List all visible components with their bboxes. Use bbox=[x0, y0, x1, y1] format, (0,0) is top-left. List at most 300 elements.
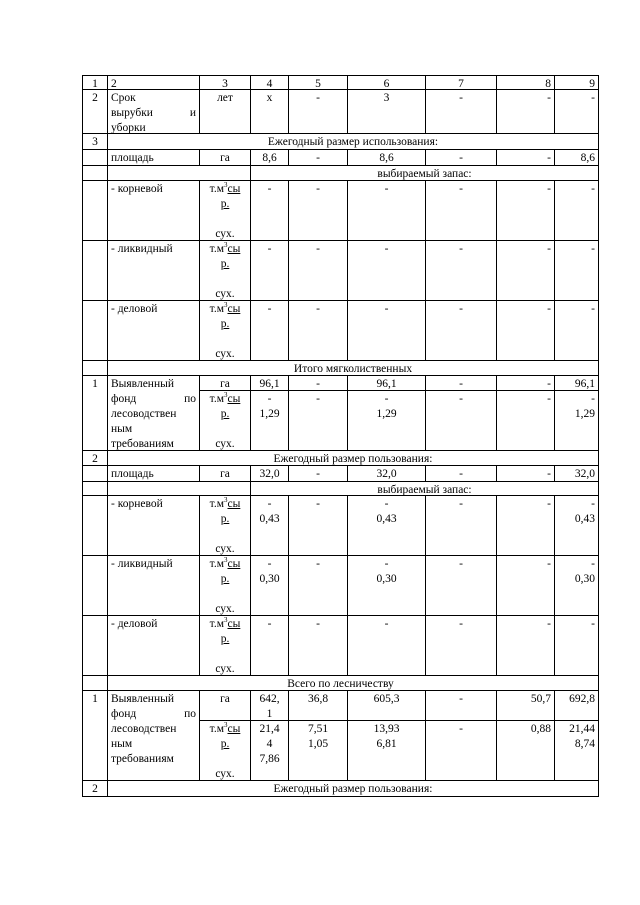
section-title: выбираемый запас: bbox=[377, 484, 472, 496]
row-tannual-num bbox=[82, 780, 108, 797]
row-liquid2-value bbox=[425, 555, 497, 616]
cell-value: - bbox=[316, 378, 320, 390]
row-found-vol-value bbox=[425, 390, 497, 451]
row-srok-label bbox=[107, 89, 200, 134]
row-annual1-title bbox=[107, 133, 599, 150]
cell-value: - bbox=[591, 243, 595, 255]
cell-value: 0,30 bbox=[259, 573, 280, 585]
row-area2-value bbox=[250, 465, 289, 482]
header-number: 6 bbox=[383, 78, 390, 90]
cell-value: 3 bbox=[383, 92, 390, 104]
cell-value: - bbox=[591, 618, 595, 630]
cell-value: - bbox=[267, 393, 272, 405]
row-liquid1-value bbox=[250, 240, 289, 301]
cell-value: - bbox=[384, 558, 389, 570]
row-area2-label bbox=[107, 465, 200, 482]
row-area1-value bbox=[554, 149, 599, 166]
row-area2-value bbox=[288, 465, 348, 482]
row-liquid2-value bbox=[496, 555, 555, 616]
cell-value: - bbox=[316, 92, 320, 104]
section-title: выбираемый запас: bbox=[377, 168, 472, 180]
cell-value: 8,74 bbox=[574, 738, 595, 750]
row-root2-value bbox=[425, 495, 497, 556]
cell-value: 692,8 bbox=[569, 693, 595, 705]
row-liquid2-unit bbox=[199, 555, 251, 616]
row-tfound-area-value bbox=[250, 690, 289, 721]
cell-value: 1,05 bbox=[307, 738, 329, 750]
header-col-7 bbox=[425, 75, 497, 90]
row-area1-value bbox=[425, 149, 497, 166]
unit-volume-text: $т.м^3сы$ bbox=[209, 721, 241, 735]
row-business1-value bbox=[425, 300, 497, 361]
row-unit: га bbox=[220, 378, 230, 390]
section-total-title bbox=[82, 675, 599, 691]
header-number: 1 bbox=[92, 78, 98, 90]
row-label: площадь bbox=[111, 468, 154, 480]
cell-value: 8,6 bbox=[580, 152, 595, 164]
cell-value: 0,43 bbox=[574, 513, 595, 525]
cell-value: 7,51 bbox=[307, 723, 329, 735]
row-found-unit-area bbox=[199, 375, 251, 391]
row-srok-value bbox=[347, 89, 426, 134]
unit-volume-text: сух. bbox=[215, 768, 235, 780]
row-unit: га bbox=[220, 152, 230, 164]
row-business1-value bbox=[250, 300, 289, 361]
row-root1-value bbox=[347, 180, 426, 241]
row-tfound-unit-area bbox=[199, 690, 251, 721]
row-liquid2-value bbox=[347, 555, 426, 616]
row-area2-value bbox=[554, 465, 599, 482]
row-label: - ликвидный bbox=[111, 243, 173, 255]
cell-value: - bbox=[316, 498, 320, 510]
cell-value: - bbox=[591, 498, 595, 510]
row-liquid1-label bbox=[107, 240, 200, 301]
row-annual2-num bbox=[82, 450, 108, 466]
unit-volume-text: р. bbox=[220, 408, 230, 420]
cell-value: 50,7 bbox=[530, 693, 551, 705]
cell-value: - bbox=[267, 303, 272, 315]
row-number: 1 bbox=[92, 378, 98, 390]
cell-value: - bbox=[384, 618, 389, 630]
cell-value: 0,43 bbox=[376, 513, 397, 525]
row-root2-value bbox=[496, 495, 555, 556]
row-unit: га bbox=[220, 468, 230, 480]
section-soft-title bbox=[107, 360, 599, 376]
section-soft-num bbox=[82, 360, 108, 376]
cell-value: 96,1 bbox=[376, 378, 397, 390]
cell-value: 642, bbox=[259, 693, 280, 705]
cell-value: 6,81 bbox=[376, 738, 397, 750]
row-tfound-vol-value bbox=[496, 720, 555, 781]
row-liquid2-value bbox=[250, 555, 289, 616]
row-root1-value bbox=[250, 180, 289, 241]
cell-value: - bbox=[547, 378, 551, 390]
row-stock1-blank bbox=[107, 165, 251, 181]
row-liquid1-value bbox=[288, 240, 348, 301]
row-label: фонд по bbox=[111, 393, 196, 405]
section-title: Всего по лесничеству bbox=[287, 678, 394, 690]
row-srok-num bbox=[82, 89, 108, 134]
header-number: 3 bbox=[222, 78, 228, 90]
header-col-9 bbox=[554, 75, 599, 90]
cell-value: - bbox=[384, 498, 389, 510]
row-label: ным bbox=[111, 738, 133, 750]
row-label: площадь bbox=[111, 152, 154, 164]
row-business1-value bbox=[288, 300, 348, 361]
row-label: требованиям bbox=[111, 438, 174, 450]
cell-value: - bbox=[459, 378, 463, 390]
unit-volume-text: $т.м^3сы$ bbox=[209, 556, 241, 570]
row-tfound-vol-value bbox=[554, 720, 599, 781]
cell-value: - bbox=[267, 618, 272, 630]
cell-value: - bbox=[591, 558, 595, 570]
cell-value: х bbox=[266, 92, 273, 104]
cell-value: - bbox=[384, 393, 389, 405]
unit-volume-text: р. bbox=[220, 318, 230, 330]
row-area2-value bbox=[496, 465, 555, 482]
unit-volume-text: $т.м^3сы$ bbox=[209, 391, 241, 405]
row-root1-value bbox=[554, 180, 599, 241]
row-annual1-num bbox=[82, 133, 108, 150]
row-tfound-unit-vol bbox=[199, 720, 251, 781]
cell-value: - bbox=[547, 558, 551, 570]
cell-value: - bbox=[384, 303, 389, 315]
row-liquid2-label bbox=[107, 555, 200, 616]
row-found-vol-value bbox=[554, 390, 599, 451]
row-found-vol-value bbox=[250, 390, 289, 451]
cell-value: 1,29 bbox=[259, 408, 280, 420]
cell-value: - bbox=[459, 92, 463, 104]
cell-value: - bbox=[547, 183, 551, 195]
row-area1-value bbox=[347, 149, 426, 166]
unit-volume-text: $т.м^3сы$ bbox=[209, 616, 241, 630]
cell-value: - bbox=[384, 183, 389, 195]
row-root2-label bbox=[107, 495, 200, 556]
cell-value: 7,86 bbox=[259, 753, 280, 765]
row-found-area-value bbox=[250, 375, 289, 391]
cell-value: - bbox=[459, 693, 463, 705]
row-label: лесоводствен bbox=[111, 408, 177, 420]
row-unit: га bbox=[220, 693, 230, 705]
cell-value: - bbox=[267, 558, 272, 570]
cell-value: - bbox=[316, 303, 320, 315]
row-tfound-vol-value bbox=[250, 720, 289, 781]
row-business1-value bbox=[347, 300, 426, 361]
row-liquid1-value bbox=[554, 240, 599, 301]
cell-value: 32,0 bbox=[574, 468, 595, 480]
row-tfound-area-value bbox=[425, 690, 497, 721]
row-label: - деловой bbox=[111, 618, 158, 630]
row-number: 2 bbox=[92, 453, 98, 465]
row-srok-unit bbox=[199, 89, 251, 134]
row-area2-num bbox=[82, 465, 108, 482]
row-business1-num bbox=[82, 300, 108, 361]
cell-value: 32,0 bbox=[376, 468, 397, 480]
cell-value: - bbox=[267, 183, 272, 195]
header-number: 9 bbox=[589, 78, 595, 90]
row-tfound-vol-value bbox=[425, 720, 497, 781]
row-root2-value bbox=[288, 495, 348, 556]
row-found-area-value bbox=[496, 375, 555, 391]
cell-value: - bbox=[316, 468, 320, 480]
row-found-label bbox=[107, 375, 200, 451]
cell-value: - bbox=[459, 558, 463, 570]
unit-volume-text: сух. bbox=[215, 438, 235, 450]
row-root1-value bbox=[425, 180, 497, 241]
cell-value: 32,0 bbox=[259, 468, 280, 480]
row-tfound-area-value bbox=[347, 690, 426, 721]
cell-value: - bbox=[547, 468, 551, 480]
row-root2-value bbox=[250, 495, 289, 556]
cell-value: - bbox=[459, 618, 463, 630]
row-liquid2-value bbox=[288, 555, 348, 616]
row-found-area-value bbox=[347, 375, 426, 391]
row-business2-value bbox=[425, 615, 497, 676]
row-area2-value bbox=[347, 465, 426, 482]
cell-value: 0,30 bbox=[376, 573, 397, 585]
cell-value: 1 bbox=[266, 708, 273, 720]
row-label: лесоводствен bbox=[111, 723, 177, 735]
cell-value: - bbox=[267, 498, 272, 510]
row-root1-value bbox=[496, 180, 555, 241]
cell-value: 8,6 bbox=[262, 152, 277, 164]
unit-volume-text: сух. bbox=[215, 348, 235, 360]
cell-value: - bbox=[591, 393, 595, 405]
row-tfound-vol-value bbox=[347, 720, 426, 781]
unit-volume-text: $т.м^3сы$ bbox=[209, 301, 241, 315]
row-tannual-title bbox=[107, 780, 599, 797]
row-label: требованиям bbox=[111, 753, 174, 765]
unit-volume-text: сух. bbox=[215, 543, 235, 555]
unit-volume-text: сух. bbox=[215, 603, 235, 615]
row-unit: лет bbox=[217, 92, 233, 104]
section-title: Ежегодный размер пользования: bbox=[273, 453, 433, 465]
row-area2-value bbox=[425, 465, 497, 482]
row-srok-value bbox=[496, 89, 555, 134]
header-number: 7 bbox=[458, 78, 464, 90]
header-col-3 bbox=[199, 75, 251, 90]
row-label: - корневой bbox=[111, 183, 163, 195]
row-liquid1-value bbox=[425, 240, 497, 301]
row-liquid2-num bbox=[82, 555, 108, 616]
row-label: Срок bbox=[111, 92, 136, 104]
row-found-area-value bbox=[425, 375, 497, 391]
cell-value: - bbox=[591, 183, 595, 195]
cell-value: 1,29 bbox=[376, 408, 397, 420]
unit-volume-text: сух. bbox=[215, 663, 235, 675]
row-srok-value bbox=[425, 89, 497, 134]
row-stock2-num bbox=[82, 481, 108, 496]
row-area1-value bbox=[288, 149, 348, 166]
cell-value: 8,6 bbox=[379, 152, 394, 164]
cell-value: 13,93 bbox=[373, 723, 400, 735]
row-label: - корневой bbox=[111, 498, 163, 510]
row-label: - ликвидный bbox=[111, 558, 173, 570]
unit-volume-text: р. bbox=[220, 198, 230, 210]
cell-value: - bbox=[316, 183, 320, 195]
row-business1-value bbox=[496, 300, 555, 361]
row-area1-num bbox=[82, 149, 108, 166]
row-number: 2 bbox=[92, 783, 98, 795]
unit-volume-text: $т.м^3сы$ bbox=[209, 496, 241, 510]
row-label: Выявленный bbox=[111, 378, 174, 390]
header-col-1 bbox=[82, 75, 108, 90]
row-business2-value bbox=[554, 615, 599, 676]
row-root2-value bbox=[347, 495, 426, 556]
row-liquid1-num bbox=[82, 240, 108, 301]
cell-value: - bbox=[459, 468, 463, 480]
row-root1-unit bbox=[199, 180, 251, 241]
cell-value: - bbox=[547, 498, 551, 510]
row-business2-label bbox=[107, 615, 200, 676]
row-tfound-num bbox=[82, 690, 108, 781]
unit-volume-text: $т.м^3сы$ bbox=[209, 241, 241, 255]
header-number: 5 bbox=[315, 78, 321, 90]
cell-value: - bbox=[459, 152, 463, 164]
unit-volume-text: р. bbox=[220, 573, 230, 585]
row-business2-value bbox=[347, 615, 426, 676]
row-liquid2-value bbox=[554, 555, 599, 616]
cell-value: 0,43 bbox=[259, 513, 280, 525]
header-col-2 bbox=[107, 75, 200, 90]
cell-value: - bbox=[547, 152, 551, 164]
header-number: 4 bbox=[266, 78, 273, 90]
row-root1-label bbox=[107, 180, 200, 241]
row-business1-value bbox=[554, 300, 599, 361]
section-title: Ежегодный размер пользования: bbox=[273, 783, 433, 795]
row-root2-unit bbox=[199, 495, 251, 556]
row-stock2-blank bbox=[107, 481, 251, 496]
cell-value: - bbox=[316, 558, 320, 570]
row-root2-value bbox=[554, 495, 599, 556]
row-tfound-label bbox=[107, 690, 200, 781]
row-business2-value bbox=[250, 615, 289, 676]
row-area1-unit bbox=[199, 149, 251, 166]
row-annual2-title bbox=[107, 450, 599, 466]
cell-value: 0,30 bbox=[574, 573, 595, 585]
row-area1-value bbox=[250, 149, 289, 166]
row-label: Выявленный bbox=[111, 693, 174, 705]
row-number: 3 bbox=[92, 136, 98, 148]
cell-value: - bbox=[316, 393, 320, 405]
row-label: - деловой bbox=[111, 303, 158, 315]
row-root2-num bbox=[82, 495, 108, 556]
cell-value: - bbox=[316, 243, 320, 255]
row-business2-num bbox=[82, 615, 108, 676]
row-srok-value bbox=[554, 89, 599, 134]
row-liquid1-value bbox=[347, 240, 426, 301]
cell-value: - bbox=[459, 723, 463, 735]
cell-value: - bbox=[316, 152, 320, 164]
cell-value: - bbox=[591, 92, 595, 104]
row-tfound-area-value bbox=[496, 690, 555, 721]
header-col-5 bbox=[288, 75, 348, 90]
section-title: Итого мягколиственных bbox=[293, 363, 413, 375]
cell-value: 1,29 bbox=[574, 408, 595, 420]
cell-value: - bbox=[547, 303, 551, 315]
cell-value: 96,1 bbox=[259, 378, 280, 390]
row-business2-value bbox=[496, 615, 555, 676]
row-label: фонд по bbox=[111, 708, 196, 720]
row-stock1-title bbox=[250, 165, 599, 181]
row-business1-label bbox=[107, 300, 200, 361]
row-business1-unit bbox=[199, 300, 251, 361]
cell-value: - bbox=[547, 393, 551, 405]
unit-volume-text: р. bbox=[220, 258, 230, 270]
cell-value: - bbox=[459, 393, 463, 405]
cell-value: - bbox=[547, 92, 551, 104]
row-found-vol-value bbox=[288, 390, 348, 451]
row-stock1-num bbox=[82, 165, 108, 181]
row-area1-label bbox=[107, 149, 200, 166]
cell-value: - bbox=[591, 303, 595, 315]
unit-volume-text: $т.м^3сы$ bbox=[209, 181, 241, 195]
header-number: 2 bbox=[111, 78, 117, 90]
unit-volume-text: р. bbox=[220, 633, 230, 645]
cell-value: 0,88 bbox=[530, 723, 551, 735]
row-found-area-value bbox=[554, 375, 599, 391]
row-tfound-vol-value bbox=[288, 720, 348, 781]
row-liquid1-unit bbox=[199, 240, 251, 301]
cell-value: 96,1 bbox=[574, 378, 595, 390]
row-found-vol-value bbox=[347, 390, 426, 451]
row-found-unit-vol bbox=[199, 390, 251, 451]
row-root1-value bbox=[288, 180, 348, 241]
row-tfound-area-value bbox=[288, 690, 348, 721]
cell-value: - bbox=[459, 498, 463, 510]
header-col-4 bbox=[250, 75, 289, 90]
row-liquid1-value bbox=[496, 240, 555, 301]
unit-volume-text: р. bbox=[220, 738, 230, 750]
cell-value: - bbox=[459, 183, 463, 195]
cell-value: - bbox=[459, 303, 463, 315]
unit-volume-text: сух. bbox=[215, 288, 235, 300]
cell-value: - bbox=[384, 243, 389, 255]
cell-value: - bbox=[316, 618, 320, 630]
row-found-area-value bbox=[288, 375, 348, 391]
row-root1-num bbox=[82, 180, 108, 241]
row-business2-unit bbox=[199, 615, 251, 676]
cell-value: 605,3 bbox=[373, 693, 400, 705]
unit-volume-text: сух. bbox=[215, 228, 235, 240]
row-srok-value bbox=[288, 89, 348, 134]
row-number: 2 bbox=[92, 92, 98, 104]
row-business2-value bbox=[288, 615, 348, 676]
header-col-8 bbox=[496, 75, 555, 90]
header-number: 8 bbox=[545, 78, 551, 90]
cell-value: 21,4 bbox=[259, 723, 280, 735]
row-tfound-area-value bbox=[554, 690, 599, 721]
row-found-num bbox=[82, 375, 108, 451]
row-number: 1 bbox=[92, 693, 98, 705]
row-found-vol-value bbox=[496, 390, 555, 451]
row-stock2-title bbox=[250, 481, 599, 496]
section-title: Ежегодный размер использования: bbox=[267, 136, 439, 148]
cell-value: - bbox=[547, 243, 551, 255]
row-area2-unit bbox=[199, 465, 251, 482]
row-label: ным bbox=[111, 423, 133, 435]
row-label: вырубки и bbox=[111, 107, 196, 119]
header-col-6 bbox=[347, 75, 426, 90]
row-label: уборки bbox=[111, 122, 146, 134]
row-srok-value bbox=[250, 89, 289, 134]
cell-value: - bbox=[459, 243, 463, 255]
cell-value: 21,44 bbox=[569, 723, 595, 735]
cell-value: 4 bbox=[266, 738, 273, 750]
cell-value: - bbox=[267, 243, 272, 255]
row-area1-value bbox=[496, 149, 555, 166]
unit-volume-text: р. bbox=[220, 513, 230, 525]
